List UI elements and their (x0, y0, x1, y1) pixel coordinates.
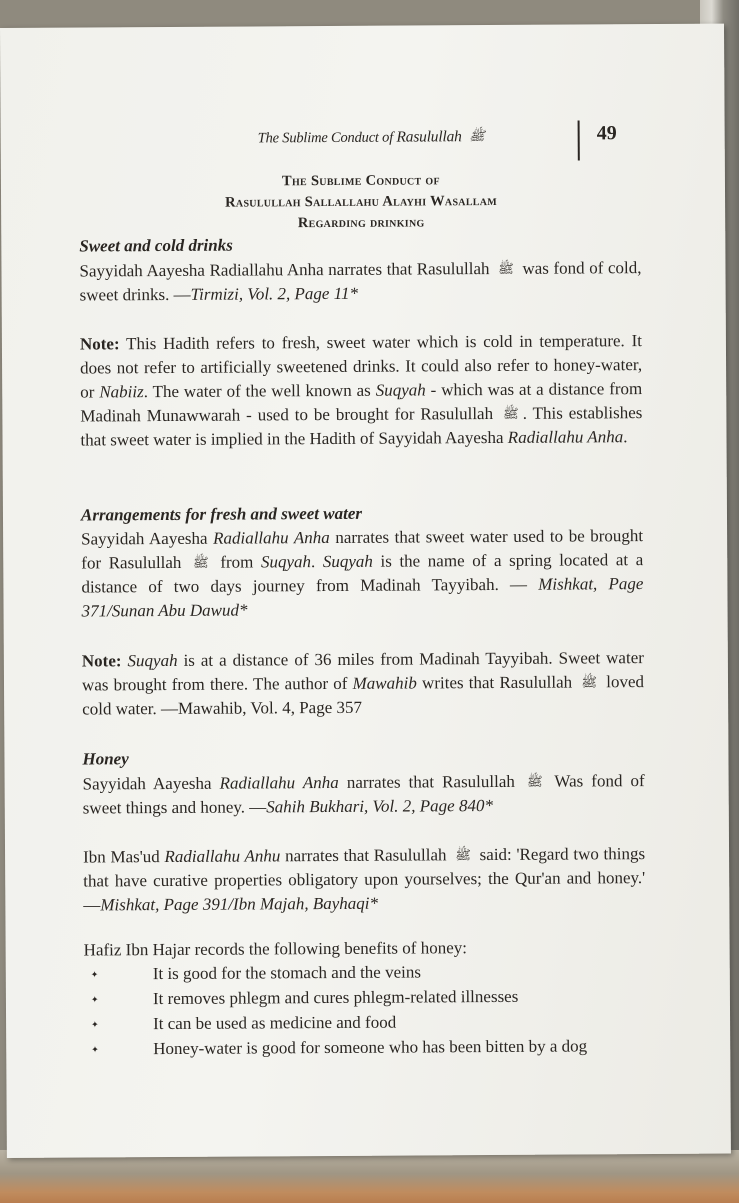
running-head-name: Rasulullah (396, 128, 462, 146)
paragraph-honey-benefits-intro: Hafiz Ibn Hajar records the following benefits of honey: (83, 938, 468, 960)
paragraph-honey-2: Ibn Mas'ud Radiallahu Anhu narrates that Rasulullah ﷺ said: 'Regard two things that have curative properties obligatory upon yourselves; the Qur'an and honey.' —Mishkat, Page 391/Ibn Majah, Bayhaqi* (83, 844, 646, 915)
note-label: Note: (79, 334, 120, 354)
salawat-icon: ﷺ (502, 405, 519, 421)
chapter-title (151, 170, 571, 236)
salawat-icon: ﷺ (469, 128, 485, 144)
note-paragraph-2: Note: Suqyah is at a distance of 36 miles from Madinah Tayyibah. Sweet water was brought from there. The author of Mawahib writes that Rasulullah ﷺ loved cold water. —Mawahib, Vol. 4, Page 357 (81, 648, 645, 719)
chapter-title-line-3: Regarding drinking (297, 214, 425, 232)
salawat-icon: ﷺ (498, 260, 514, 276)
reference: Tirmizi, Vol. 2, Page 11* (190, 283, 358, 304)
paragraph-arrangements: Sayyidah Aayesha Radiallahu Anha narrates that sweet water used to be brought for Rasulullah ﷺ from Suqyah. Suqyah is the name of a spring located at a distance of two days journey from Madinah Tayyibah. — Mishkat, Page 371/Sunan Abu Dawud* (81, 526, 644, 621)
list-item: ✦ It can be used as medicine and food (91, 1008, 651, 1036)
list-item: ✦ It is good for the stomach and the veins (91, 958, 651, 986)
paragraph-honey-1: Sayyidah Aayesha Radiallahu Anha narrates that Rasulullah ﷺ Was fond of sweet things and honey. —Sahih Bukhari, Vol. 2, Page 840* (82, 771, 645, 818)
header-divider (578, 120, 580, 160)
list-item: ✦ It removes phlegm and cures phlegm-related illnesses (91, 983, 651, 1011)
reference: Sahih Bukhari, Vol. 2, Page 840* (266, 796, 493, 817)
note-label: Note: (81, 651, 122, 671)
note-paragraph-1: Note: This Hadith refers to fresh, sweet water which is cold in temperature. It does not refer to artificially sweetened drinks. It could also refer to honey-water, or Nabiiz. The water of the well known as Suqyah - which was at a distance from Madinah Munawwarah - used to be brought for Rasulullah ﷺ . This establishes that sweet water is implied in the Hadith of Sayyidah Aayesha Radiallahu Anha. (79, 331, 643, 450)
paragraph-sweet-cold-drinks: Sayyidah Aayesha Radiallahu Anha narrates that Rasulullah ﷺ was fond of cold, sweet drinks. —Tirmizi, Vol. 2, Page 11* (79, 258, 642, 305)
chapter-title-line-1: The Sublime Conduct of (281, 172, 440, 190)
salawat-icon: ﷺ (455, 847, 471, 863)
reference: Mishkat, Page 391/Ibn Majah, Bayhaqi* (100, 893, 379, 915)
salawat-icon: ﷺ (581, 674, 598, 690)
running-head (258, 128, 489, 148)
bullet-icon: ✦ (91, 1044, 99, 1055)
page-number: 49 (596, 122, 617, 145)
salawat-icon: ﷺ (192, 554, 209, 570)
book-page (0, 24, 731, 1158)
section-heading-sweet-cold-drinks: Sweet and cold drinks (79, 235, 233, 256)
salawat-icon: ﷺ (526, 773, 543, 789)
background-table-surface (0, 1150, 739, 1203)
section-heading-arrangements: Arrangements for fresh and sweet water (80, 503, 363, 525)
chapter-title-line-2: Rasulullah Sallallahu Alayhi Wasallam (225, 192, 498, 211)
running-head-prefix: The Sublime Conduct of (257, 129, 394, 147)
reference: Mishkat, Page 371/Sunan Abu Dawud* (81, 574, 644, 621)
bullet-icon: ✦ (90, 969, 99, 980)
list-item: ✦ Honey-water is good for someone who has been bitten by a dog (91, 1033, 651, 1061)
bullet-icon: ✦ (90, 994, 99, 1005)
honey-benefits-list (91, 958, 652, 1061)
section-heading-honey: Honey (82, 749, 129, 769)
bullet-icon: ✦ (91, 1019, 99, 1030)
